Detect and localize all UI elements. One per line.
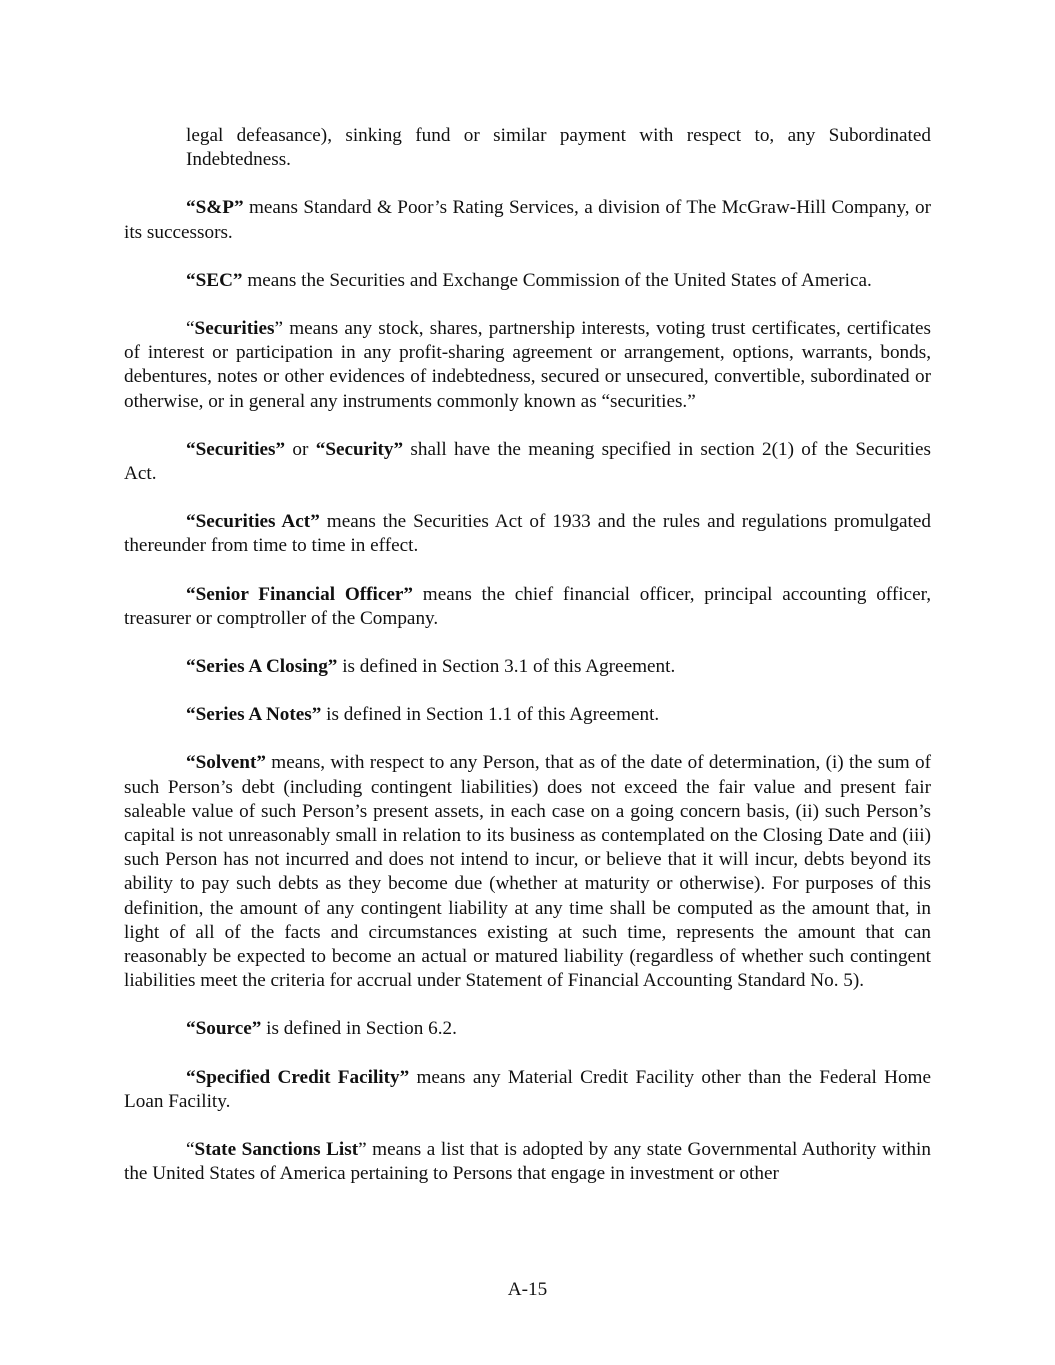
definition-source (124, 1017, 931, 1041)
definition-solvent (124, 751, 931, 993)
definition-securities-or-security: “Securities” or “Security” shall have the meaning specified in section 2(1) of the Securities Act. (124, 438, 931, 485)
document-body (124, 124, 931, 1211)
definition-text: is defined in Section 1.1 of this Agreement. (321, 704, 660, 726)
definition-senior-financial-officer (124, 583, 931, 631)
definition-specified-credit-facility (124, 1066, 931, 1114)
definition-text: means the Securities Act of 1933 and the rules and regulations promulgated thereunder from time to time in effect. (124, 511, 931, 557)
definition-text: means any Material Credit Facility other than the Federal Home Loan Facility. (124, 1066, 931, 1112)
defined-term: “SEC” (186, 269, 243, 291)
defined-term: State Sanctions List (194, 1139, 359, 1161)
defined-term: “Solvent” (186, 752, 266, 774)
definition-text: means a list that is adopted by any state Governmental Authority within the United States of America pertaining to Persons that engage in investment or other (124, 1139, 931, 1185)
paragraph-continuation: legal defeasance), sinking fund or similar payment with respect to, any Subordinated Indebtedness. (186, 125, 931, 171)
definition-text: shall have the meaning specified in section 2(1) of the Securities Act. (124, 438, 931, 485)
definition-state-sanctions-list: “State Sanctions List” means a list that is adopted by any state Governmental Authority within the United States of America pertaining to Persons that engage in investment or other (124, 1139, 931, 1185)
definition-sec (124, 269, 931, 293)
definition-s-and-p (124, 196, 931, 244)
definition-securities-act (124, 510, 931, 558)
definition-series-a-notes (124, 703, 931, 727)
defined-term: “Source” (186, 1018, 262, 1040)
defined-term: Securities (194, 318, 275, 340)
page-number: A-15 (507, 1279, 548, 1300)
definition-text: means, with respect to any Person, that as of the date of determination, (i) the sum of such Person’s debt (including contingent liabilities) does not exceed the fair value and present fair saleable value of such Person’s present assets, in each case on a going concern basis, (ii) such Person’s capital is not unreasonably small in relation to its business as contemplated on the Closing Date and (iii) such Person has not incurred and does not intend to incur, or believe that it will incur, debts beyond its ability to pay such debts as they become due (whether at maturity or otherwise). For purposes of this definition, the amount of any contingent liability at any time shall be computed as the amount that, in light of all of the facts and circumstances existing at such time, represents the amount that can reasonably be expected to become an actual or matured liability (regardless of whether such contingent liabilities meet the criteria for accrual under Statement of Financial Accounting Standard No. 5). (124, 752, 931, 992)
defined-term: “S&P” (186, 197, 244, 219)
defined-term: “Security” (315, 438, 404, 460)
defined-term: “Series A Closing” (186, 656, 338, 678)
defined-term: “Specified Credit Facility” (186, 1066, 410, 1088)
definition-text: means Standard & Poor’s Rating Services, a division of The McGraw-Hill Company, or its successors. (124, 197, 931, 243)
defined-term: “Securities Act” (186, 511, 320, 533)
definition-securities: “Securities” means any stock, shares, partnership interests, voting trust certificates, certificates of interest or participation in any profit-sharing agreement or arrangement, options, warrants, bonds, debentures, notes or other evidences of indebtedness, secured or unsecured, convertible, subordinated or otherwise, or in general any instruments commonly known as “securities.” (124, 318, 931, 412)
definition-text: is defined in Section 6.2. (261, 1018, 457, 1040)
definition-text: means any stock, shares, partnership interests, voting trust certificates, certificates of interest or participation in any profit-sharing agreement or arrangement, options, warrants, bonds, debentures, notes or other evidences of indebtedness, secured or unsecured, convertible, subordinated or otherwise, or in general any instruments commonly known as “securities.” (124, 318, 931, 412)
defined-term: “Series A Notes” (186, 704, 322, 726)
definition-text: means the Securities and Exchange Commission of the United States of America. (242, 269, 872, 291)
defined-term: “Securities” (186, 438, 286, 460)
definition-text: means the chief financial officer, principal accounting officer, treasurer or comptroller of the Company. (124, 583, 932, 629)
definition-text: is defined in Section 3.1 of this Agreement. (337, 656, 676, 678)
defined-term: “Senior Financial Officer” (186, 583, 414, 605)
definition-series-a-closing (124, 655, 931, 679)
